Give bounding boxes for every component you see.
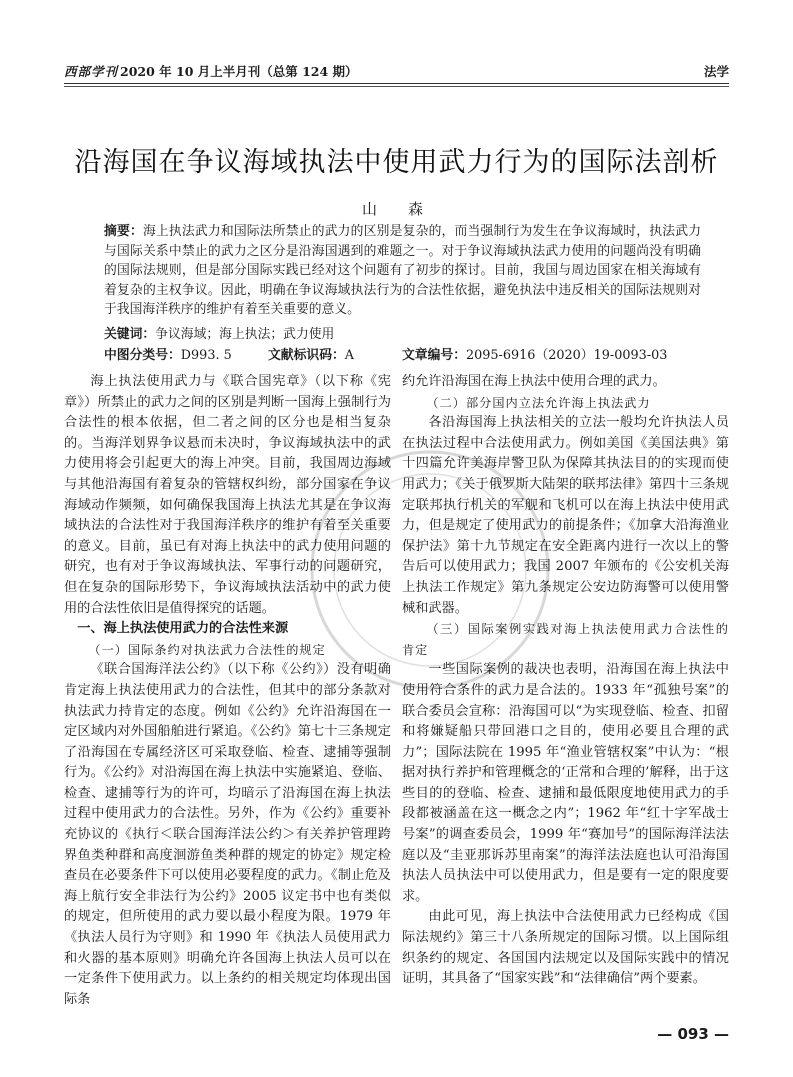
subsection-heading: （一）国际条约对执法武力合法性的规定 (88, 642, 326, 657)
paragraph: 一些国际案例的裁决也表明，沿海国在海上执法中使用符合条件的武力是合法的。1933 年“孤独号案”的联合委员会宣称：沿海国可以“为实现登临、检查、扣留和将嫌疑船只带回港口之目的，使用必要且合理的武力”；国际法院在 1995 年“渔业管辖权案”中认为：“根据对执行养护和管理概念的‘正常和合理的’解释，出于这些目的的登临、检查、逮捕和最低限度地使用武力的手段都被涵盖在这一概念之内”；1962 年“红十字军战士号案”的调查委员会，1999 年“赛加号”的国际海洋法法庭以及“圭亚那诉苏里南案”的海洋法法庭也认可沿海国执法人员执法中可以使用武力，但是要有一定的限度要求。 (402, 662, 729, 904)
classification-number (104, 344, 232, 363)
document-code (268, 344, 354, 363)
journal-brand: 西部学刊 (64, 64, 119, 79)
article-title: 沿海国在争议海域执法中使用武力行为的国际法剖析 (74, 147, 719, 178)
abstract-label: 摘要： (104, 224, 143, 239)
abstract (104, 222, 701, 320)
article-no-value: 2095-6916（2020）19-0093-03 (465, 348, 668, 363)
doc-code-value: A (344, 348, 355, 363)
doc-code-label: 文献标识码： (268, 348, 345, 363)
right-column (402, 372, 729, 990)
left-column (64, 372, 391, 1010)
paragraph: 约允许沿海国在海上执法中使用合理的武力。 (402, 374, 666, 389)
paragraph: 《联合国海洋法公约》（以下称《公约》）没有明确肯定海上执法使用武力的合法性，但其中的部分条款对执法武力持肯定的态度。例如《公约》允许沿海国在一定区域内对外国船舶进行紧追。《公约》第七十三条规定了沿海国在专属经济区可采取登临、检查、逮捕等强制行为。《公约》对沿海国在海上执法中实施紧追、登临、检查、逮捕等行为的许可，均暗示了沿海国在海上执法过程中使用武力的合法性。另外，作为《公约》重要补充协议的《执行＜联合国海洋法公约＞有关养护管理跨界鱼类种群和高度洄游鱼类种群的规定的协定》规定检查员在必要条件下可以使用必要程度的武力。《制止危及海上航行安全非法行为公约》2005 议定书中也有类似的规定，但所使用的武力要以最小程度为限。1979 年《执法人员行为守则》和 1990 年《执法人员使用武力和火器的基本原则》明确允许各国海上执法人员可以在一定条件下使用武力。以上条约的相关规定均体现出国际条 (64, 662, 391, 1007)
article-number (402, 344, 667, 363)
classification-value: D993. 5 (180, 348, 232, 363)
article-no-label: 文章编号： (402, 348, 466, 363)
page-number: — 093 — (657, 1025, 729, 1043)
header-rule (64, 83, 729, 84)
running-header (64, 60, 729, 82)
paragraph: 由此可见，海上执法中合法使用武力已经构成《国际法规约》第三十八条所规定的国际习惯。以上国际组织条约的规定、各国国内法规定以及国际实践中的情况证明，其具备了“国家实践”和“法律确信”两个要素。 (402, 909, 729, 987)
journal-info (64, 62, 358, 80)
keywords-label: 关键词： (104, 327, 156, 342)
keywords-text: 争议海域；海上执法；武力使用 (155, 327, 335, 342)
subsection-heading: （三）国际案例实践对海上执法使用武力合法性的肯定 (402, 622, 729, 657)
abstract-text: 海上执法武力和国际法所禁止的武力的区别是复杂的，而当强制行为发生在争议海域时，执法武力与国际关系中禁止的武力之区分是沿海国遇到的难题之一。对于争议海域执法武力使用的问题尚没有明确的国际法规则，但是部分国际实践已经对这个问题有了初步的探讨。目前，我国与周边国家在相关海域有着复杂的主权争议。因此，明确在争议海域执法行为的合法性依据，避免执法中违反相关的国际法规则对于我国海洋秩序的维护有着至关重要的意义。 (104, 224, 702, 317)
author-name: 山 森 (361, 200, 431, 218)
subsection-heading: （二）部分国内立法允许海上执法武力 (426, 395, 651, 410)
section-heading: 一、海上执法使用武力的合法性来源 (77, 621, 289, 637)
classification-label: 中图分类号： (104, 348, 181, 363)
section-label: 法学 (703, 64, 729, 79)
header-rule-thin (64, 86, 729, 87)
issue-info: 2020 年 10 月上半月刊（总第 124 期） (120, 64, 358, 79)
keywords (104, 323, 334, 342)
paragraph: 海上执法使用武力与《联合国宪章》（以下称《宪章》）所禁止的武力之间的区别是判断一国海上强制行为合法性的根本依据，但二者之间的区分也是相当复杂的。当海洋划界争议悬而未决时，争议海域执法中的武力使用将会引起更大的海上冲突。目前，我国周边海域与其他沿海国有着复杂的管辖权纠纷，部分国家在争议海域动作频频，如何确保我国海上执法尤其是在争议海域执法的合法性对于我国海洋秩序的维护有着至关重要的意义。目前，虽已有对海上执法中的武力使用问题的研究，也有对于争议海域执法、军事行动的问题研究，但在复杂的国际形势下，争议海域执法活动中的武力使用的合法性依旧是值得探究的话题。 (64, 374, 391, 616)
paragraph: 各沿海国海上执法相关的立法一般均允许执法人员在执法过程中合法使用武力。例如美国《美国法典》第十四篇允许美海岸警卫队为保障其执法目的的实现而使用武力；《关于俄罗斯大陆架的联邦法律》第四十三条规定联邦执行机关的军舰和飞机可以在海上执法中使用武力，但是规定了使用武力的前提条件；《加拿大沿海渔业保护法》第十九节规定在安全距离内进行一次以上的警告后可以使用武力；我国 2007 年颁布的《公安机关海上执法工作规定》第九条规定公安边防海警可以使用警械和武器。 (402, 415, 729, 616)
